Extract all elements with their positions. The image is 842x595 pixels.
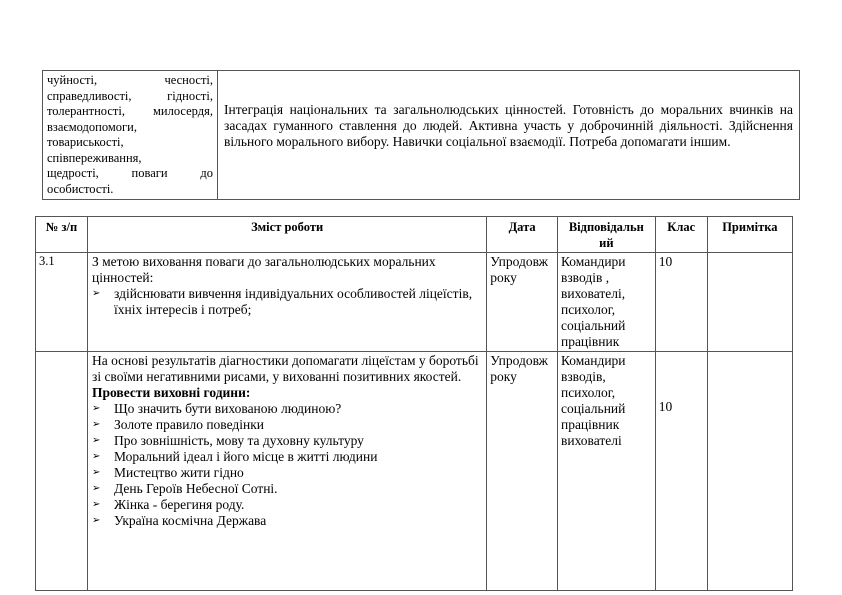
row-class: 10 [655,352,707,591]
values-line: чуйності, чесності, [47,73,213,87]
bullet-item [92,286,483,318]
bullet-item [92,497,483,513]
bullet-text: Україна космічна Держава [113,513,267,528]
bullet-text: Жінка - берегиня роду. [113,497,245,512]
bullet-arrow-icon: ➢ [91,435,101,446]
row-bold-line: Провести виховні години: [91,385,251,400]
values-line: взаємодопомоги, [47,119,137,134]
row-note [707,352,792,591]
row-date: Упродовж року [487,352,558,591]
values-description-cell: Інтеграція національних та загальнолюдських цінностей. Готовність до моральних вчинків на засадах гуманного ставлення до людей. Активна участь у доброчинній діяльності. Здійснення вільного морального вибору. Навички соціальної взаємодії. Потреба допомагати іншим. [218,71,800,200]
table-header-row [36,217,793,253]
bullet-arrow-icon: ➢ [91,483,101,494]
values-line: товариськості, [47,135,124,149]
bullet-item [92,465,483,481]
values-table [42,70,800,200]
row-class: 10 [655,253,707,352]
row-responsible: Командири взводів , вихователі, психолог, соціальний працівник [557,253,655,352]
row-responsible: Командири взводів, психолог, соціальний працівник вихователі [557,352,655,591]
bullet-text: Мистецтво жити гідно [113,465,244,480]
work-plan-table [35,216,793,591]
bullet-arrow-icon: ➢ [91,451,101,462]
bullet-item [92,433,483,449]
row-num [36,352,88,591]
bullet-item [92,513,483,529]
bullet-item [92,401,483,417]
header-date: Дата [487,217,558,253]
bullet-arrow-icon: ➢ [91,499,101,510]
values-line: щедрості, поваги до [47,166,213,180]
header-content: Зміст роботи [87,217,486,253]
bullet-arrow-icon: ➢ [91,467,101,478]
header-class: Клас [655,217,707,253]
header-num: № з/п [36,217,88,253]
bullet-text: День Героїв Небесної Сотні. [113,481,278,496]
header-note: Примітка [707,217,792,253]
bullet-item [92,417,483,433]
bullet-item [92,481,483,497]
bullet-arrow-icon: ➢ [91,515,101,526]
bullet-text: Про зовнішність, мову та духовну культуру [113,433,364,448]
table-row [36,352,793,591]
row-intro: З метою виховання поваги до загальнолюдських моральних цінностей: [91,254,436,285]
bullet-arrow-icon: ➢ [91,403,101,414]
row-note [707,253,792,352]
values-line: співпереживання, [47,150,142,165]
bullet-arrow-icon: ➢ [91,419,101,430]
values-line: толерантності, милосердя, [47,104,213,118]
bullet-text: Що значить бути вихованою людиною? [113,401,342,416]
row-date: Упродовж року [487,253,558,352]
row-num: 3.1 [36,253,88,352]
bullet-text: здійснювати вивчення індивідуальних особливостей ліцеїстів, їхніх інтересів і потреб; [113,286,473,317]
table-row [36,253,793,352]
row-content [87,352,486,591]
row-intro: На основі результатів діагностики допомагати ліцеїстам у боротьбі зі своїми негативними рисами, у вихованні позитивних якостей. [91,353,479,384]
bullet-item [92,449,483,465]
row-content [87,253,486,352]
bullet-arrow-icon: ➢ [91,288,101,299]
bullet-text: Моральний ідеал і його місце в житті людини [113,449,378,464]
values-list-cell [43,71,218,200]
bullet-text: Золоте правило поведінки [113,417,265,432]
values-line: особистості. [47,181,114,196]
values-row [43,71,800,200]
header-responsible: Відповідальн ий [557,217,655,253]
values-line: справедливості, гідності, [47,88,213,103]
